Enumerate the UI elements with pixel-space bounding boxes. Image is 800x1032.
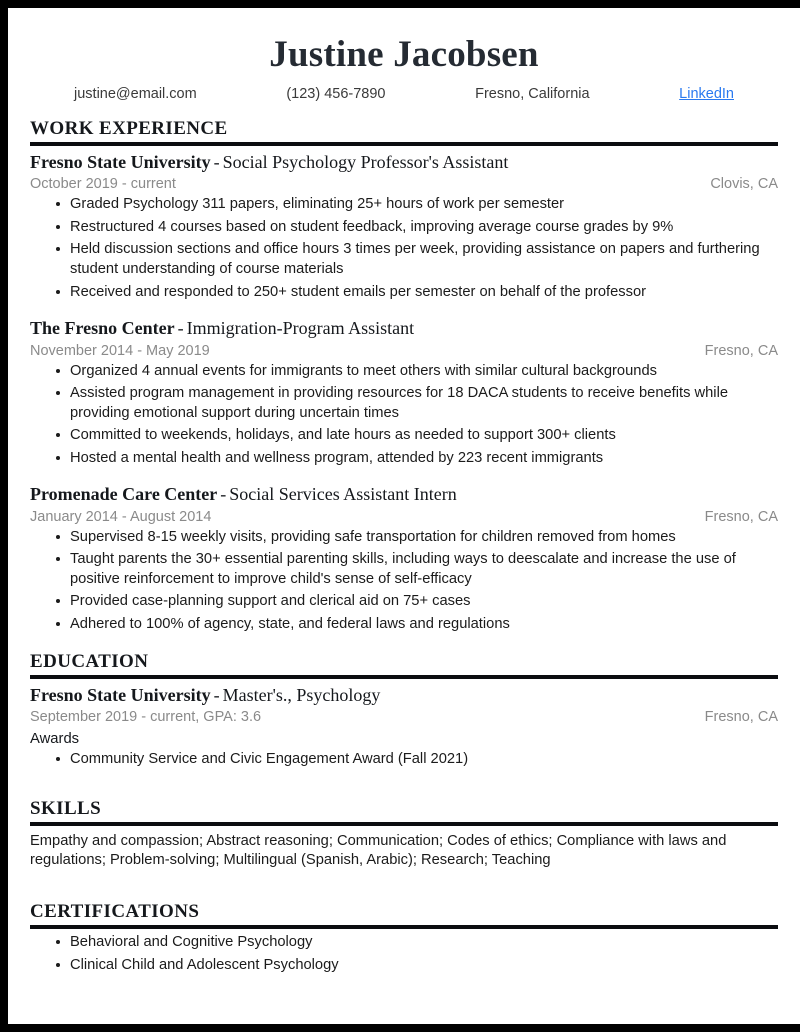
work-entry xyxy=(30,483,778,634)
resume-page xyxy=(8,8,800,1024)
skills-list-text: Empathy and compassion; Abstract reasoning; Communication; Codes of ethics; Compliance with laws and regulations; Problem-solving; Multilingual (Spanish, Arabic); Research; Teaching xyxy=(30,832,727,869)
entry-role: Immigration-Program Assistant xyxy=(186,318,415,339)
section-skills xyxy=(30,798,778,872)
entry-dates: November 2014 - May 2019 xyxy=(30,342,210,359)
entry-heading xyxy=(30,684,778,707)
entry-bullets xyxy=(30,750,778,770)
entry-organization: Promenade Care Center xyxy=(30,484,218,505)
section-certifications xyxy=(30,901,778,975)
entry-heading xyxy=(30,151,778,174)
bullet-item: Received and responded to 250+ student emails per semester on behalf of the professor xyxy=(56,283,778,303)
bullet-item: Held discussion sections and office hours 3 times per week, providing assistance on papers and furthering student understanding of course materials xyxy=(56,240,778,279)
contact-row xyxy=(74,86,734,102)
entry-separator: - xyxy=(220,484,227,505)
awards-subheading: Awards xyxy=(30,731,80,748)
bullet-item: Assisted program management in providing resources for 18 DACA students to receive benefits while providing emotional support during uncertain times xyxy=(56,384,778,423)
entry-location: Fresno, CA xyxy=(704,342,778,359)
entry-meta xyxy=(30,176,778,192)
contact-phone: (123) 456-7890 xyxy=(286,85,386,102)
section-education xyxy=(30,651,778,770)
bullet-item: Community Service and Civic Engagement Award (Fall 2021) xyxy=(56,750,778,770)
entry-bullets xyxy=(30,195,778,302)
contact-email: justine@email.com xyxy=(74,85,197,102)
education-entry xyxy=(30,684,778,770)
bullet-item: Behavioral and Cognitive Psychology xyxy=(56,933,778,953)
entry-location: Fresno, CA xyxy=(704,508,778,525)
entry-heading xyxy=(30,317,778,340)
entry-meta xyxy=(30,509,778,525)
entry-bullets xyxy=(30,528,778,635)
section-title-skills: SKILLS xyxy=(30,797,102,819)
entry-organization: Fresno State University xyxy=(30,684,211,705)
section-divider xyxy=(30,822,778,826)
entry-bullets xyxy=(30,362,778,469)
contact-location: Fresno, California xyxy=(475,85,590,102)
entry-dates: October 2019 - current xyxy=(30,176,176,193)
entry-location: Fresno, CA xyxy=(704,709,778,726)
section-divider xyxy=(30,675,778,679)
bullet-item: Graded Psychology 311 papers, eliminating 25+ hours of work per semester xyxy=(56,195,778,215)
entry-meta xyxy=(30,343,778,359)
section-title-education: EDUCATION xyxy=(30,650,149,672)
bullet-item: Organized 4 annual events for immigrants to meet others with similar cultural backgrounds xyxy=(56,362,778,382)
bullet-item: Clinical Child and Adolescent Psychology xyxy=(56,956,778,976)
bullet-item: Restructured 4 courses based on student feedback, improving average course grades by 9% xyxy=(56,218,778,238)
work-entry xyxy=(30,151,778,302)
entry-degree: Master's., Psychology xyxy=(222,684,381,705)
bullet-item: Hosted a mental health and wellness program, attended by 223 recent immigrants xyxy=(56,449,778,469)
section-divider xyxy=(30,925,778,929)
bullet-item: Provided case-planning support and clerical aid on 75+ cases xyxy=(56,592,778,612)
bullet-item: Committed to weekends, holidays, and late hours as needed to support 300+ clients xyxy=(56,426,778,446)
section-divider xyxy=(30,142,778,146)
contact-linkedin-link[interactable]: LinkedIn xyxy=(679,85,734,102)
entry-separator: - xyxy=(213,151,220,172)
entry-role: Social Psychology Professor's Assistant xyxy=(222,151,509,172)
entry-heading xyxy=(30,483,778,506)
entry-separator: - xyxy=(177,318,184,339)
entry-role: Social Services Assistant Intern xyxy=(229,484,457,505)
entry-organization: Fresno State University xyxy=(30,151,211,172)
entry-organization: The Fresno Center xyxy=(30,318,175,339)
entry-dates-gpa: September 2019 - current, GPA: 3.6 xyxy=(30,709,262,726)
section-title-work: WORK EXPERIENCE xyxy=(30,117,228,139)
resume-header xyxy=(30,36,778,102)
certifications-list xyxy=(30,933,778,975)
bullet-item: Taught parents the 30+ essential parenting skills, including ways to deescalate and increase the use of positive reinforcement to improve child's sense of self-efficacy xyxy=(56,550,778,589)
section-work-experience xyxy=(30,118,778,635)
entry-meta xyxy=(30,709,778,725)
candidate-name: Justine Jacobsen xyxy=(269,34,539,75)
section-title-certifications: CERTIFICATIONS xyxy=(30,901,200,923)
bullet-item: Adhered to 100% of agency, state, and federal laws and regulations xyxy=(56,615,778,635)
bullet-item: Supervised 8-15 weekly visits, providing safe transportation for children removed from homes xyxy=(56,528,778,548)
work-entry xyxy=(30,317,778,468)
entry-separator: - xyxy=(213,684,220,705)
entry-dates: January 2014 - August 2014 xyxy=(30,508,212,525)
entry-location: Clovis, CA xyxy=(710,176,778,193)
